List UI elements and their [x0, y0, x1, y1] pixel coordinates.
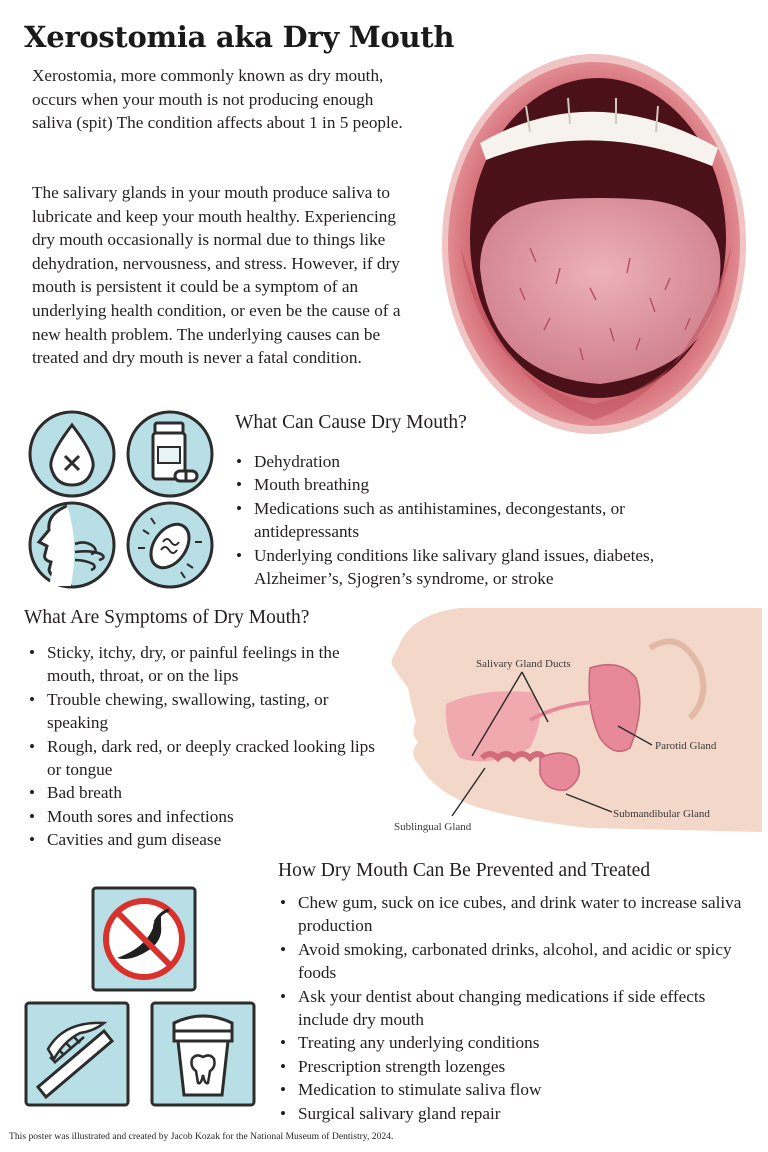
- symptoms-heading: What Are Symptoms of Dry Mouth?: [24, 607, 310, 628]
- list-item: • Medications such as antihistamines, decongestants, or antidepressants: [232, 497, 732, 544]
- list-item: • Mouth sores and infections: [25, 805, 375, 828]
- page-title: Xerostomia aka Dry Mouth: [24, 20, 455, 54]
- gland-label-parotid: Parotid Gland: [655, 740, 717, 752]
- list-item: • Dehydration: [232, 450, 732, 473]
- no-spicy-pepper-icon: [91, 886, 197, 992]
- list-item: • Mouth breathing: [232, 473, 732, 496]
- list-item: • Ask your dentist about changing medications if side effects include dry mouth: [276, 985, 756, 1032]
- list-item: • Prescription strength lozenges: [276, 1055, 756, 1078]
- list-item: • Avoid smoking, carbonated drinks, alcohol, and acidic or spicy foods: [276, 938, 756, 985]
- pill-bottle-icon: [125, 409, 215, 499]
- poster-credit: This poster was illustrated and created by Jacob Kozak for the National Museum of Dentistry, 2024.: [9, 1131, 394, 1142]
- toothbrush-icon: [24, 1001, 130, 1107]
- gland-label-submandibular: Submandibular Gland: [613, 808, 710, 820]
- list-item: • Rough, dark red, or deeply cracked looking lips or tongue: [25, 735, 375, 782]
- intro-paragraph-1: Xerostomia, more commonly known as dry mouth, occurs when your mouth is not producing enough saliva (spit) The condition affects about 1 in 5 people.: [32, 66, 403, 133]
- floss-icon: [150, 1001, 256, 1107]
- gland-label-ducts: Salivary Gland Ducts: [476, 658, 571, 670]
- list-item: • Treating any underlying conditions: [276, 1031, 756, 1054]
- no-water-drop-icon: [27, 409, 117, 499]
- intro-paragraph-2: The salivary glands in your mouth produce saliva to lubricate and keep your mouth healthy. Experiencing dry mouth occasionally is normal due to things like dehydration, nervousness, and stress. However, if dry mouth is persistent it could be a symptom of an underlying health condition, or even be the cause of a new health problem. The underlying causes can be treated and dry mouth is never a fatal condition.: [32, 183, 401, 368]
- prevention-heading: How Dry Mouth Can Be Prevented and Treated: [278, 860, 651, 881]
- prevention-list: [276, 891, 756, 1125]
- causes-heading: What Can Cause Dry Mouth?: [235, 412, 467, 433]
- list-item: • Sticky, itchy, dry, or painful feelings in the mouth, throat, or on the lips: [25, 641, 375, 688]
- symptoms-list: [25, 641, 375, 852]
- mouth-breathing-icon: [27, 500, 117, 590]
- open-mouth-illustration: [440, 48, 754, 440]
- list-item: • Surgical salivary gland repair: [276, 1102, 756, 1125]
- gland-label-sublingual: Sublingual Gland: [394, 821, 472, 833]
- list-item: • Chew gum, suck on ice cubes, and drink water to increase saliva production: [276, 891, 756, 938]
- causes-list: [232, 450, 732, 590]
- virus-icon: [125, 500, 215, 590]
- list-item: • Trouble chewing, swallowing, tasting, or speaking: [25, 688, 375, 735]
- list-item: • Medication to stimulate saliva flow: [276, 1078, 756, 1101]
- list-item: • Cavities and gum disease: [25, 828, 375, 851]
- list-item: • Underlying conditions like salivary gland issues, diabetes, Alzheimer’s, Sjogren’s syndrome, or stroke: [232, 544, 732, 591]
- salivary-gland-diagram: [390, 608, 762, 840]
- list-item: • Bad breath: [25, 781, 375, 804]
